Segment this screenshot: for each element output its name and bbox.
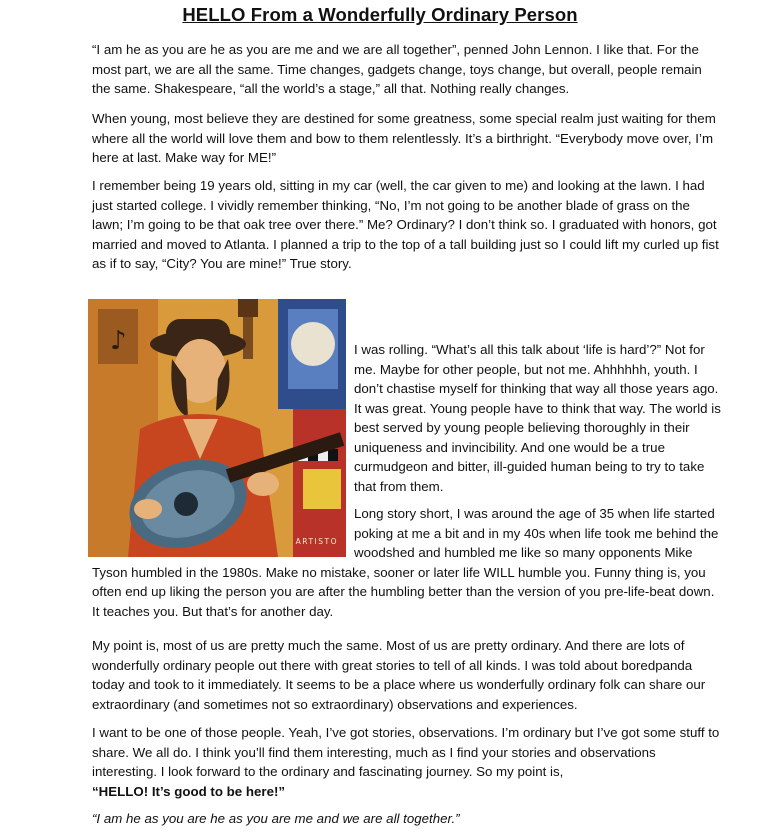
closing-quote: “I am he as you are he as you are me and we are all together.” bbox=[92, 811, 460, 826]
guitarist-photo bbox=[88, 299, 346, 557]
paragraph-4: I was rolling. “What’s all this talk about ‘life is hard’?” Not for me. Maybe for other people, but not me. Ahhhhhh, youth. I don’t chastise myself for thinking that way all those years ago. It was great. Young people have to think that way. The world is best served by young people believing thoroughly in their uniqueness and invincibility. And one would be a true curmudgeon and bitter, ill-guided human being to try to take that from them. bbox=[354, 342, 721, 494]
paragraph-2: When young, most believe they are destined for some greatness, some special realm just waiting for them where all the world will love them and bow to them relentlessly. It’s a birthright. “Everybody move over, I’m here at last. Make way for ME!” bbox=[92, 111, 716, 165]
photo-wrap-section bbox=[92, 326, 722, 629]
paragraph-3: I remember being 19 years old, sitting in my car (well, the car given to me) and looking at the lawn. I had just started college. I vividly remember thinking, “No, I’m not going to be another blade of grass on the lawn; I’m going to be that oak tree over there.” Me? Ordinary? I don’t think so. I graduated with honors, got married and moved to Atlanta. I planned a trip to the top of a tall building just so I could lift my curled up fist as if to say, “City? You are mine!” True story. bbox=[92, 178, 719, 271]
page-title: HELLO From a Wonderfully Ordinary Person bbox=[182, 4, 578, 25]
paragraph-6: My point is, most of us are pretty much the same. Most of us are pretty ordinary. And there are lots of wonderfully ordinary people out there with great stories to tell of all kinds. I was told about boredpanda today and took to it immediately. It seems to be a place where us wonderfully ordinary folk can share our extraordinary (and sometimes not so extraordinary) observations and experiences. bbox=[92, 638, 706, 712]
svg-text:♪: ♪ bbox=[110, 326, 127, 356]
photo-illustration bbox=[88, 299, 346, 557]
paragraph-7-text: I want to be one of those people. Yeah, I’ve got stories, observations. I’m ordinary but I’ve got some stuff to share. We all do. I think you’ll find them interesting, much as I find your stories and observations interesting. I look forward to the ordinary and fascinating journey. So my point is, bbox=[92, 725, 720, 779]
paragraph-1: “I am he as you are he as you are me and we are all together”, penned John Lennon. I like that. For the most part, we are all the same. Time changes, gadgets change, toys change, but overall, people remain the same. Shakespeare, “all the world’s a stage,” all that. Nothing really changes. bbox=[92, 42, 702, 96]
paragraph-7-bold: “HELLO! It’s good to be here!” bbox=[92, 783, 286, 799]
paragraph-5: Long story short, I was around the age of 35 when life started poking at me a bit and in my 40s when life took me behind the woodshed and humbled me like so many opponents Mike Tyson humbled in the 1980s. Make no mistake, sooner or later life WILL humble you. Funny thing is, you often end up liking the person you are after the humbling better than the version of you pre-life-beat down. It teaches you. But that’s for another day. bbox=[92, 506, 719, 619]
paragraph-7 bbox=[92, 723, 722, 801]
photo-watermark: ARTISTO bbox=[295, 536, 338, 546]
